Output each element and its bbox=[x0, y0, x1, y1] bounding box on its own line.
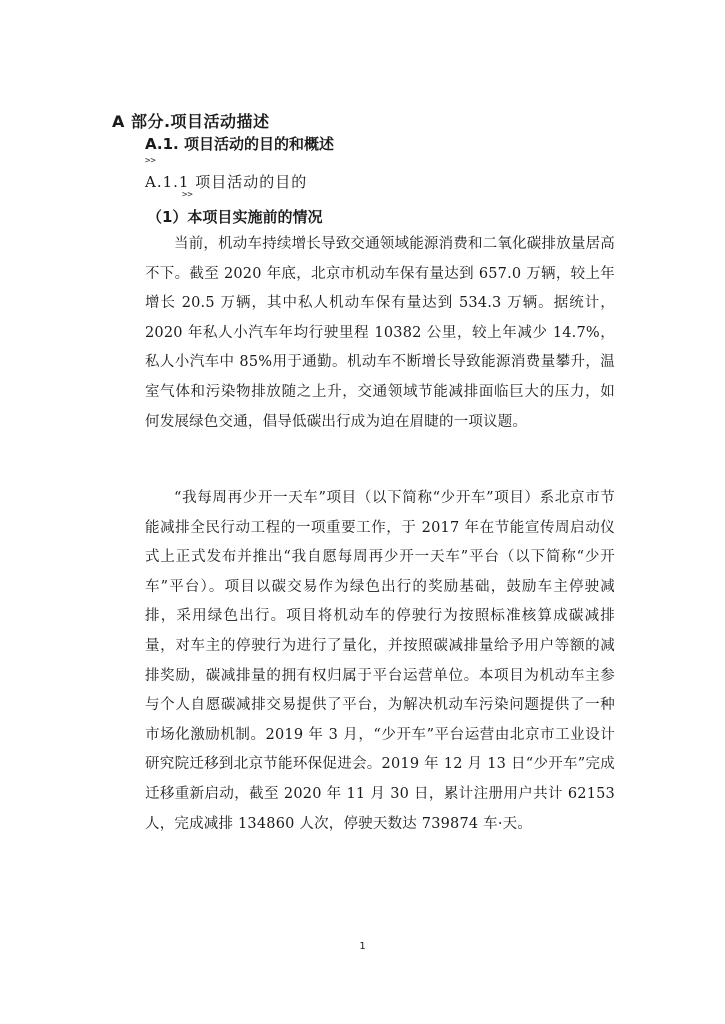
subsubsection-heading: （1）本项目实施前的情况 bbox=[147, 208, 323, 226]
marker-1: >> bbox=[145, 156, 156, 166]
paragraph-1: 当前，机动车持续增长导致交通领域能源消费和二氧化碳排放量居高不下。截至 2020 年底，北京市机动车保有量达到 657.0 万辆，较上年增长 20.5 万辆，其中私人机动车保有量达到 534.3 万辆。据统计，2020 年私人小汽车年均行驶里程 10382 公里，较上年减少 14.7%，私人小汽车中 85%用于通勤。机动车不断增长导致能源消费量攀升，温室气体和污染物排放随之上升，交通领域节能减排面临巨大的压力，如何发展绿色交通，倡导低碳出行成为迫在眉睫的一项议题。 bbox=[145, 236, 615, 430]
section-heading: A.1. 项目活动的目的和概述 bbox=[145, 135, 334, 153]
subsection-heading: A.1.1 项目活动的目的 bbox=[145, 173, 308, 191]
paragraph-2: “我每周再少开一天车”项目（以下简称“少开车”项目）系北京市节能减排全民行动工程的一项重要工作，于 2017 年在节能宣传周启动仪式上正式发布并推出“我自愿每周再少开一天车”平台（以下简称“少开车”平台）。项目以碳交易作为绿色出行的奖励基础，鼓励车主停驶减排，采用绿色出行。项目将机动车的停驶行为按照标准核算成碳减排量，对车主的停驶行为进行了量化，并按照碳减排量给予用户等额的减排奖励，碳减排量的拥有权归属于平台运营单位。本项目为机动车主参与个人自愿碳减排交易提供了平台，为解决机动车污染问题提供了一种市场化激励机制。2019 年 3 月，“少开车”平台运营由北京市工业设计研究院迁移到北京节能环保促进会。2019 年 12 月 13 日“少开车”完成迁移重新启动，截至 2020 年 11 月 30 日，累计注册用户共计 62153 人，完成减排 134860 人次，停驶天数达 739874 车·天。 bbox=[145, 490, 615, 832]
part-heading: A 部分.项目活动描述 bbox=[112, 112, 270, 131]
marker-2: >> bbox=[182, 190, 193, 200]
page-number: 1 bbox=[359, 941, 366, 952]
